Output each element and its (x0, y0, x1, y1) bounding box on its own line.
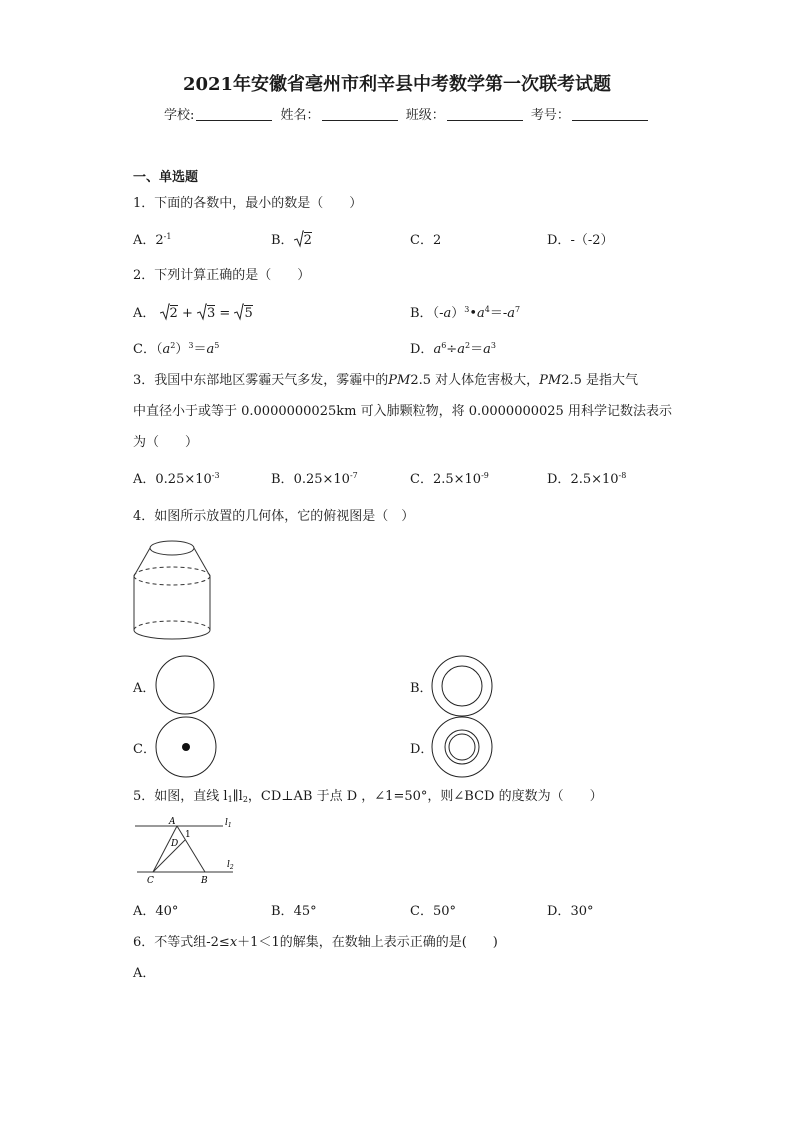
q3-stem-line-2: 中直径小于或等于 0.0000000025km 可入肺颗粒物，将 0.0000000025 用科学记数法表示 (133, 404, 672, 419)
q2-option-d: D．$a^6\div a^2=a^3$ (410, 341, 496, 357)
label-angle-1: 1 (185, 830, 191, 840)
sqrt-icon (197, 303, 207, 321)
sqrt-icon (234, 303, 244, 321)
q4-option-a-label: A． (133, 681, 156, 696)
q4-option-a-figure (154, 654, 216, 716)
q3-option-b: B．$0.25\times 10^{-7}$ (271, 471, 358, 487)
q4-stem: 4．如图所示放置的几何体，它的俯视图是（ ） (133, 509, 415, 524)
q2-option-c: C．$(a^2)^3=a^5$ (133, 341, 220, 357)
q3-option-a: A．$0.25\times 10^{-3}$ (133, 471, 220, 487)
number-blank (572, 108, 648, 121)
q2-option-a: A． 2 + 3 = 5 (133, 302, 253, 321)
number-label: 考号： (530, 108, 570, 123)
label-line-l1: $l_1$ (225, 818, 232, 829)
q5-parallel-lines-figure (133, 812, 245, 888)
q4-option-d-label: D． (410, 742, 434, 757)
student-info-line (164, 104, 652, 123)
q4-option-b-label: B． (410, 681, 433, 696)
q1-option-a: A．$2^{-1}$ (133, 232, 172, 248)
q6-option-a: A． (133, 966, 156, 981)
q5-stem: 5．如图，直线 $l_1\parallel l_2$，CD⊥AB 于点 D ，∠1=50°，则∠BCD 的度数为（ ） (133, 789, 603, 804)
q4-option-c-label: C． (133, 742, 156, 757)
page-title: 2021年安徽省亳州市利辛县中考数学第一次联考试题 (182, 74, 612, 95)
class-blank (447, 108, 523, 121)
label-point-c: C (147, 876, 154, 886)
q3-stem-line-3: 为（ ） (133, 435, 199, 450)
q5-option-b: B．45° (271, 904, 317, 919)
class-label: 班级： (405, 108, 445, 123)
q4-option-c-figure (154, 715, 218, 779)
q5-option-a: A．40° (133, 904, 179, 919)
q3-stem-line-1: 3．我国中东部地区雾霾天气多发，雾霾中的PM2.5 对人体危害极大，PM2.5 是指大气 (133, 373, 639, 388)
label-point-d: D (171, 839, 179, 849)
sqrt-icon (160, 303, 170, 321)
name-label: 姓名： (280, 108, 320, 123)
q1-option-c: C．2 (410, 233, 442, 248)
q4-solid-figure (128, 538, 216, 642)
q1-option-d: D．-（-2） (547, 233, 614, 248)
school-label: 学校: (164, 108, 195, 123)
q3-option-c: C．$2.5\times 10^{-9}$ (410, 471, 489, 487)
q6-stem: 6．不等式组-2≤x＋1＜1的解集，在数轴上表示正确的是( ) (133, 935, 498, 950)
q3-option-d: D．$2.5\times 10^{-8}$ (547, 471, 627, 487)
q2-stem: 2．下列计算正确的是（ ） (133, 268, 311, 283)
label-line-l2: $l_2$ (227, 860, 234, 871)
section-heading: 一、单选题 (133, 170, 199, 185)
school-blank (196, 108, 272, 121)
q1-option-b: B． 2 (271, 229, 312, 248)
q2-option-b: B．$(-a)^3•a^4=-a^7$ (410, 305, 521, 321)
q1-stem: 1．下面的各数中，最小的数是（ ） (133, 196, 363, 211)
q4-option-b-figure (430, 654, 494, 718)
q4-option-d-figure (430, 715, 494, 779)
sqrt-icon (294, 230, 304, 248)
label-point-b: B (201, 876, 208, 886)
q5-option-d: D．30° (547, 904, 594, 919)
label-point-a: A (169, 817, 176, 827)
name-blank (322, 108, 398, 121)
q5-option-c: C．50° (410, 904, 456, 919)
